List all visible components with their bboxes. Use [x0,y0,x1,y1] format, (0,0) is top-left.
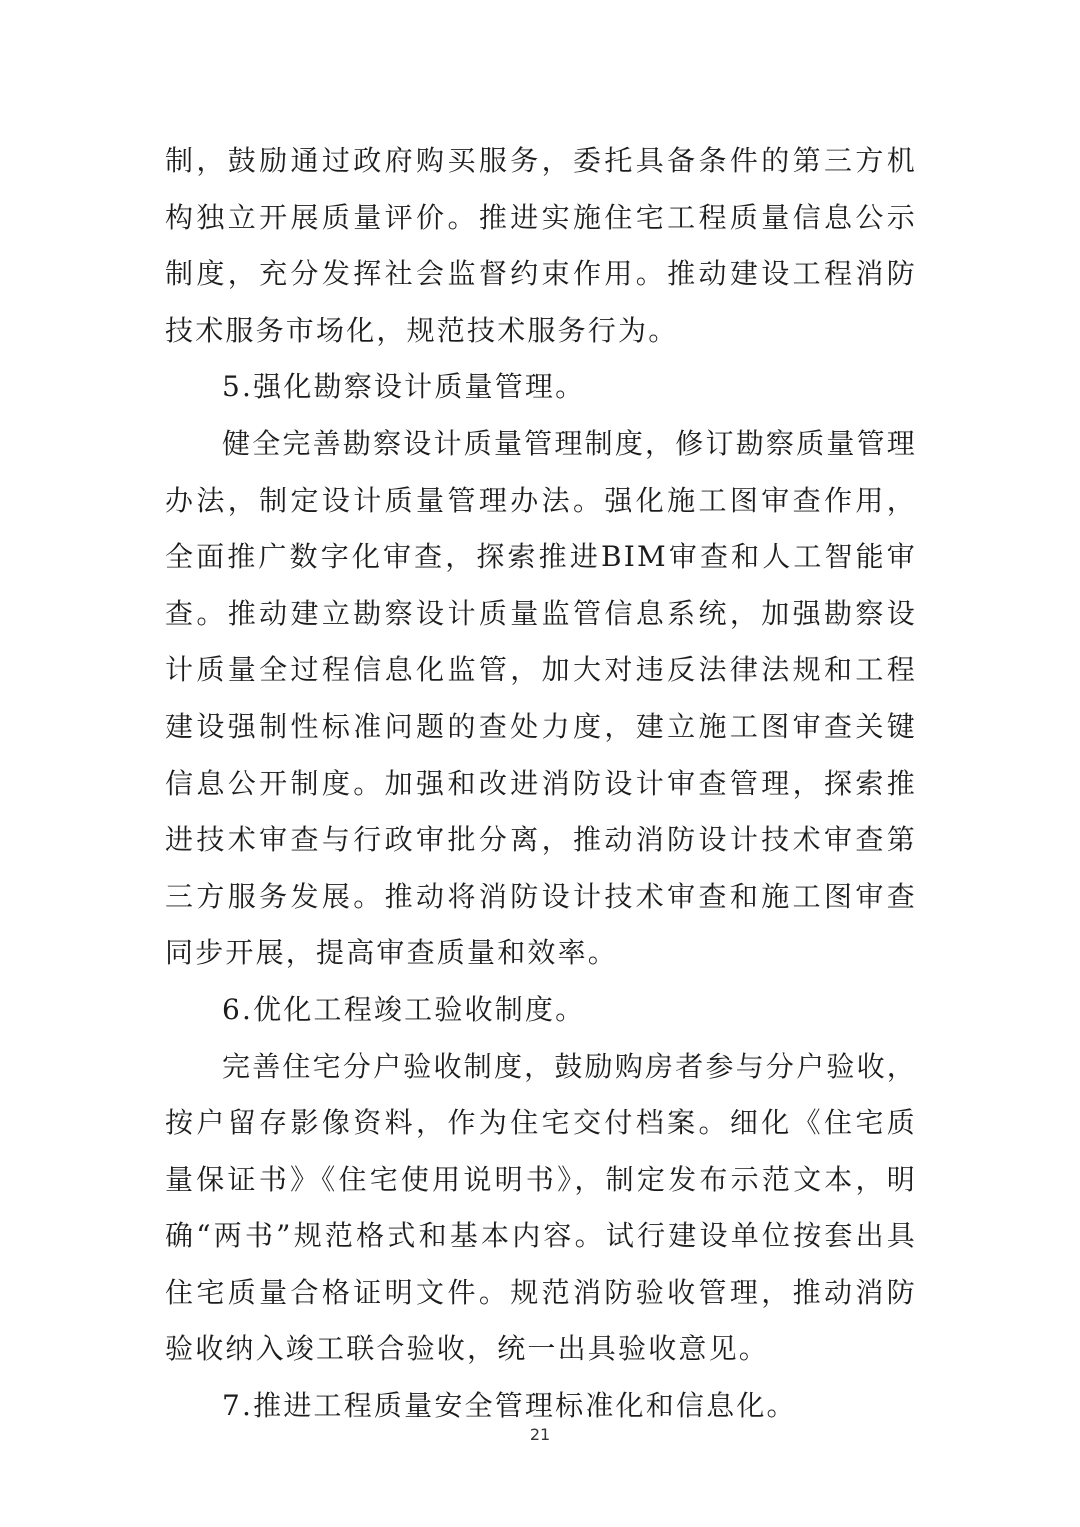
section-heading-6: 6.优化工程竣工验收制度。 [222,992,586,1026]
paragraph-survey-design: 健全完善勘察设计质量管理制度，修订勘察质量管理办法，制定设计质量管理办法。强化施工图审查作用，全面推广数字化审查，探索推进BIM审查和人工智能审查。推动建立勘察设计质量监管信息系统，加强勘察设计质量全过程信息化监管，加大对违反法律法规和工程建设强制性标准问题的查处力度，建立施工图审查关键信息公开制度。加强和改进消防设计审查管理，探索推进技术审查与行政审批分离，推动消防设计技术审查第三方服务发展。推动将消防设计技术审查和施工图审查同步开展，提高审查质量和效率。 [165,426,917,970]
paragraph-continuation: 制，鼓励通过政府购买服务，委托具备条件的第三方机构独立开展质量评价。推进实施住宅工程质量信息公示制度，充分发挥社会监督约束作用。推动建设工程消防技术服务市场化，规范技术服务行为。 [165,144,917,347]
section-heading-7: 7.推进工程质量安全管理标准化和信息化。 [222,1389,797,1423]
body-text [165,133,917,1435]
page-number: 21 [529,1425,551,1444]
paragraph-acceptance: 完善住宅分户验收制度，鼓励购房者参与分户验收，按户留存影像资料，作为住宅交付档案。细化《住宅质量保证书》《住宅使用说明书》，制定发布示范文本，明确“两书”规范格式和基本内容。试行建设单位按套出具住宅质量合格证明文件。规范消防验收管理，推动消防验收纳入竣工联合验收，统一出具验收意见。 [165,1049,917,1366]
section-heading-5: 5.强化勘察设计质量管理。 [222,370,586,404]
